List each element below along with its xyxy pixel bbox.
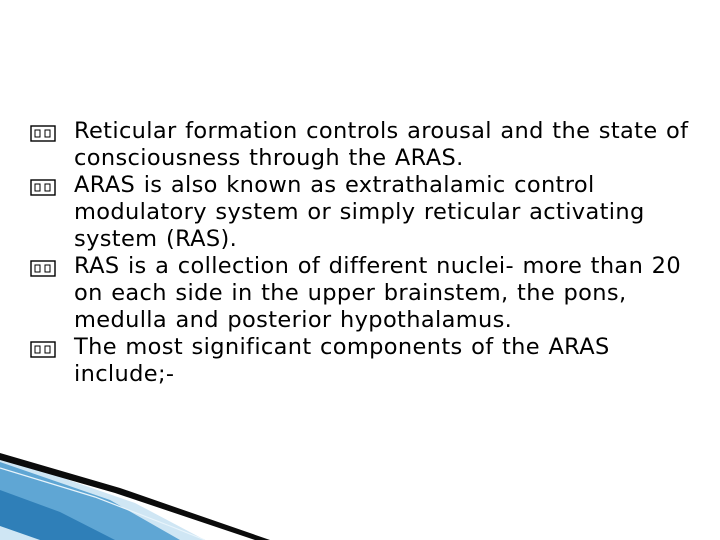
bullet-item (30, 118, 690, 172)
replacement-char-box-icon (30, 340, 60, 358)
bullet-text: ARAS is also known as extrathalamic control modulatory system or simply reticular activating system (RAS). (74, 172, 645, 252)
replacement-char-box-icon (30, 259, 60, 277)
bullet-item (30, 172, 690, 253)
bullet-item (30, 334, 690, 388)
bullet-list (30, 118, 690, 388)
bullet-text: Reticular formation controls arousal and the state of consciousness through the ARAS. (74, 118, 689, 171)
replacement-char-box-icon (30, 178, 60, 196)
bullet-text: The most significant components of the ARAS include;- (74, 334, 610, 387)
bullet-text: RAS is a collection of different nuclei- more than 20 on each side in the upper brainstem, the pons, medulla and posterior hypothalamus. (74, 253, 682, 333)
replacement-char-box-icon (30, 124, 60, 142)
bullet-item (30, 253, 690, 334)
